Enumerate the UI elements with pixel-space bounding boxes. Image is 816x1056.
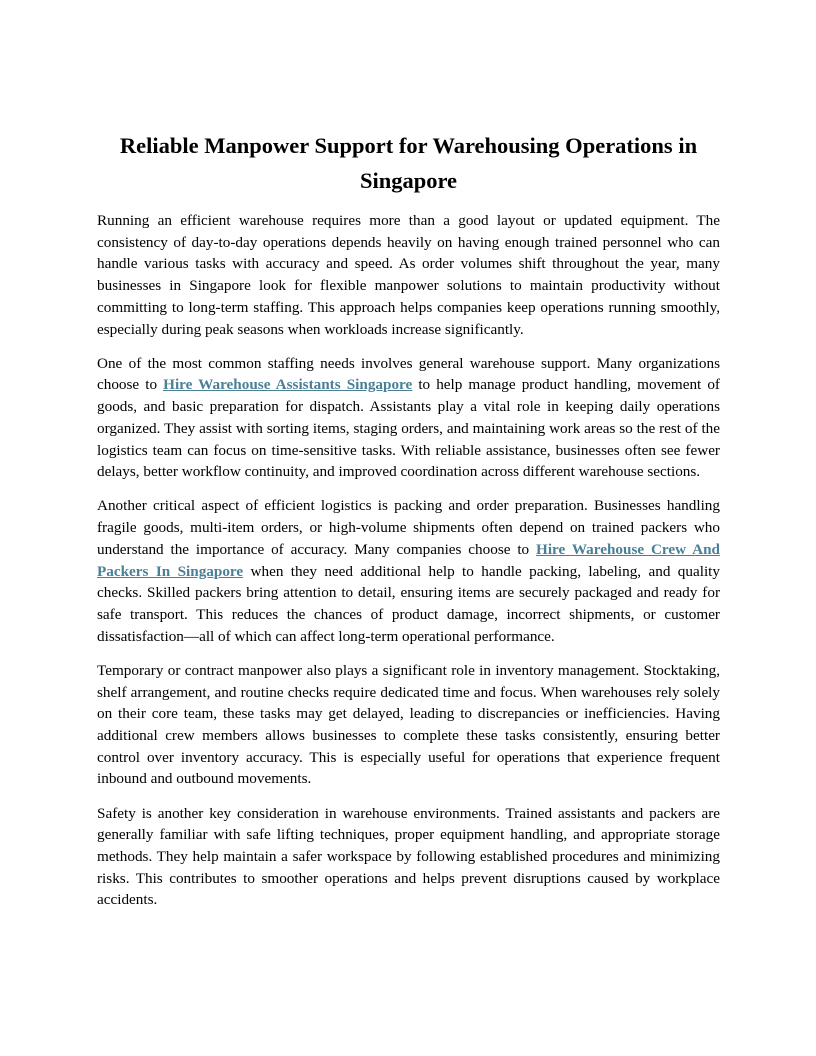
document-title: Reliable Manpower Support for Warehousing Operations in Singapore (119, 133, 698, 193)
link-hire-warehouse-crew-packers[interactable]: Hire Warehouse Crew And Packers In Singapore (97, 540, 720, 580)
paragraph-assistants (97, 353, 720, 483)
paragraph-packers (97, 495, 720, 647)
paragraph-text: Another critical aspect of efficient logistics is packing and order preparation. Businesses handling fragile goods, multi-item orders, or high-volume shipments often depend on trained packers who understand the importance of accuracy. Many companies choose to (97, 497, 720, 558)
document-page (97, 128, 720, 924)
paragraph-text: when they need additional help to handle packing, labeling, and quality checks. Skilled packers bring attention to detail, ensuring items are securely packaged and ready for safe transport. This reduces the chances of product damage, incorrect shipments, or customer dissatisfaction—all of which can affect long-term operational performance. (97, 562, 720, 645)
paragraph-text: One of the most common staffing needs involves general warehouse support. Many organizations choose to (97, 354, 720, 394)
paragraph-safety: Safety is another key consideration in warehouse environments. Trained assistants and packers are generally familiar with safe lifting techniques, proper equipment handling, and appropriate storage methods. They help maintain a safer workspace by following established procedures and minimizing risks. This contributes to smoother operations and helps prevent disruptions caused by workplace accidents. (97, 804, 720, 909)
link-hire-warehouse-assistants[interactable]: Hire Warehouse Assistants Singapore (163, 376, 413, 394)
paragraph-intro: Running an efficient warehouse requires more than a good layout or updated equipment. The consistency of day-to-day operations depends heavily on having enough trained personnel who can handle various tasks with accuracy and speed. As order volumes shift throughout the year, many businesses in Singapore look for flexible manpower solutions to maintain productivity without committing to long-term staffing. This approach helps companies keep operations running smoothly, especially during peak seasons when workloads increase significantly. (97, 212, 720, 338)
paragraph-text: to help manage product handling, movement of goods, and basic preparation for dispatch. Assistants play a vital role in keeping daily operations organized. They assist with sorting items, staging orders, and maintaining work areas so the rest of the logistics team can focus on time-sensitive tasks. With reliable assistance, businesses often see fewer delays, better workflow continuity, and improved coordination across different warehouse sections. (97, 376, 720, 481)
paragraph-inventory: Temporary or contract manpower also plays a significant role in inventory management. Stocktaking, shelf arrangement, and routine checks require dedicated time and focus. When warehouses rely solely on their core team, these tasks may get delayed, leading to discrepancies or inefficiencies. Having additional crew members allows businesses to complete these tasks consistently, ensuring better control over inventory accuracy. This is especially useful for operations that experience frequent inbound and outbound movements. (97, 661, 720, 788)
